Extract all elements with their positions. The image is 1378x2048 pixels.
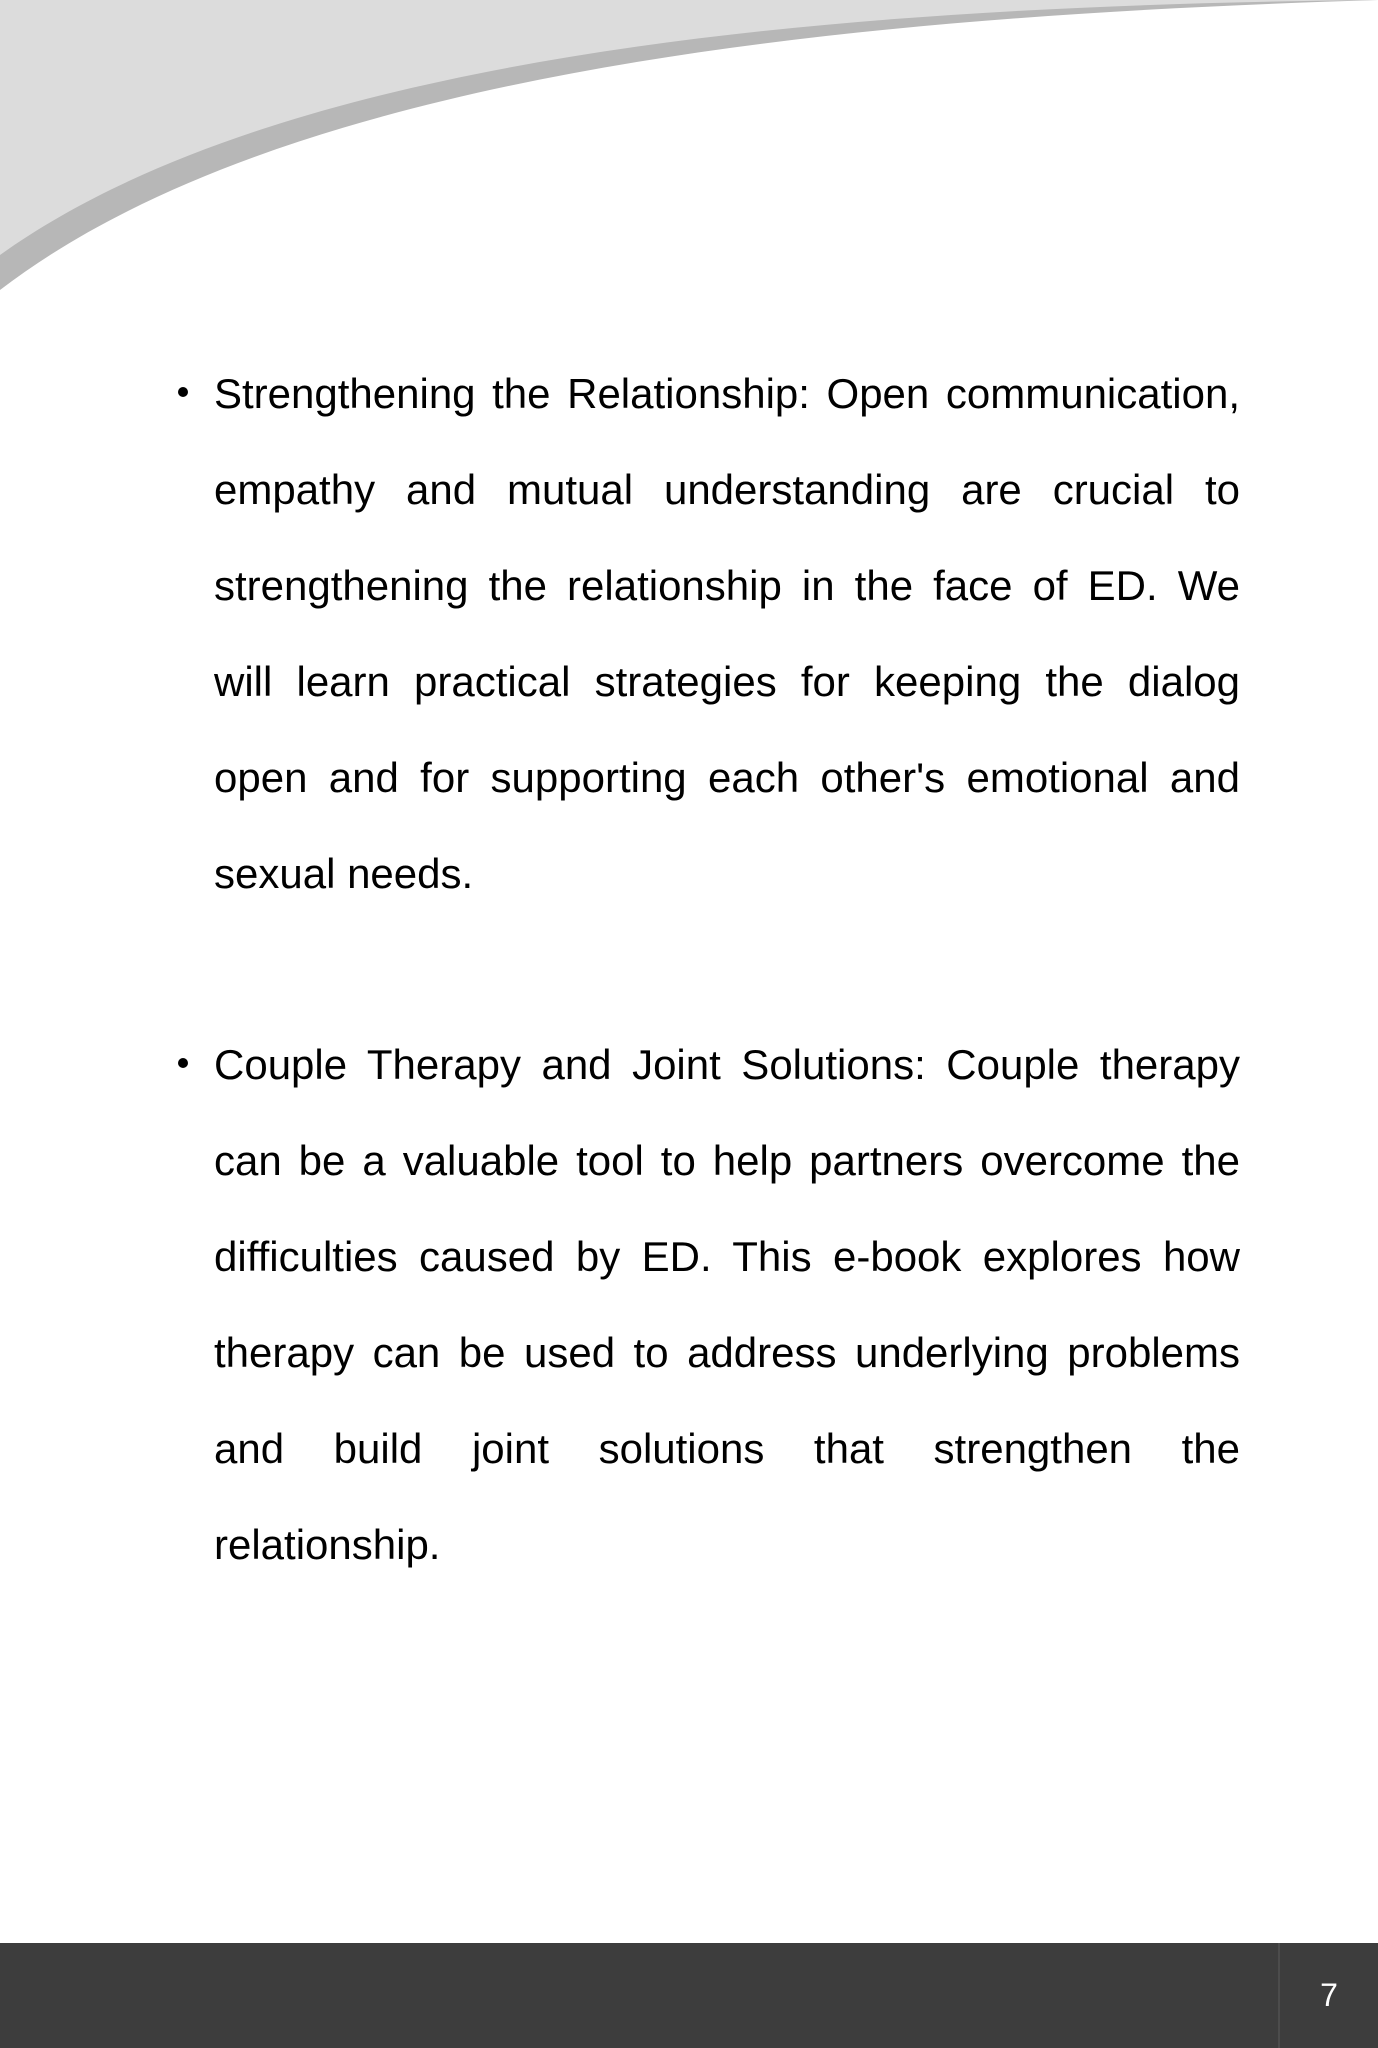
bullet-item-couple-therapy bbox=[214, 1017, 1240, 1593]
bullet-text: Couple Therapy and Joint Solutions: Couple therapy can be a valuable tool to help partners overcome the difficulties caused by ED. This e-book explores how therapy can be used to address underlying problems and build joint solutions that strengthen the relationship. bbox=[214, 1041, 1240, 1568]
bullet-dot-icon bbox=[178, 387, 188, 397]
bullet-dot-icon bbox=[178, 1058, 188, 1068]
page-number: 7 bbox=[1320, 1977, 1338, 2013]
footer-bar bbox=[0, 1943, 1378, 2048]
bullet-text: Strengthening the Relationship: Open communication, empathy and mutual understanding are crucial to strengthening the relationship in the face of ED. We will learn practical strategies for keeping the dialog open and for supporting each other's emotional and sexual needs. bbox=[214, 370, 1240, 897]
bullet-item-strengthening-relationship bbox=[214, 346, 1240, 922]
